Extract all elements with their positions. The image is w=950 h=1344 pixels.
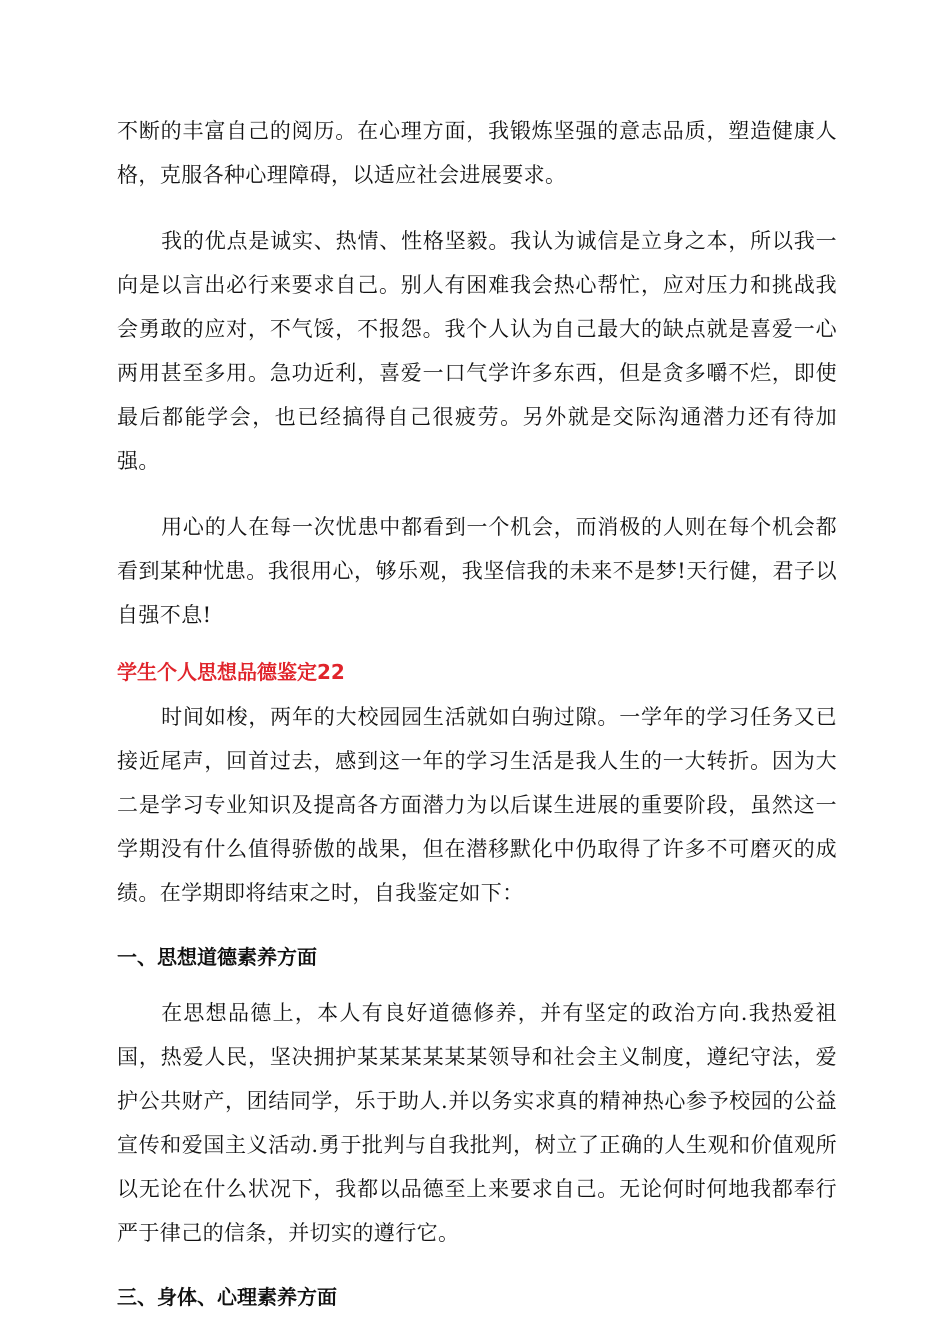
- paragraph-strengths-weaknesses: 我的优点是诚实、热情、性格坚毅。我认为诚信是立身之本，所以我一向是以言出必行来要求自己。别人有困难我会热心帮忙，应对压力和挑战我会勇敢的应对，不气馁，不报怨。我个人认为自己最大的缺点就是喜爱一心两用甚至多用。急功近利，喜爱一口气学许多东西，但是贪多嚼不烂，即使最后都能学会，也已经搞得自己很疲劳。另外就是交际沟通潜力还有待加强。: [117, 229, 837, 473]
- document-body: [117, 109, 837, 1317]
- section-title: 学生个人思想品德鉴定22: [117, 660, 345, 684]
- paragraph-optimism: 用心的人在每一次忧患中都看到一个机会，而消极的人则在每个机会都看到某种忧患。我很用心，够乐观，我坚信我的未来不是梦!天行健，君子以自强不息!: [117, 515, 837, 627]
- paragraph-intro: 时间如梭，两年的大校园园生活就如白驹过隙。一学年的学习任务又已接近尾声，回首过去，感到这一年的学习生活是我人生的一大转折。因为大二是学习专业知识及提高各方面潜力为以后谋生进展的重要阶段，虽然这一学期没有什么值得骄傲的战果，但在潜移默化中仍取得了许多不可磨灭的成绩。在学期即将结束之时，自我鉴定如下：: [117, 705, 837, 905]
- paragraph-moral-quality: 在思想品德上，本人有良好道德修养，并有坚定的政治方向.我热爱祖国，热爱人民，坚决拥护某某某某某某领导和社会主义制度，遵纪守法，爱护公共财产，团结同学，乐于助人.并以务实求真的精神热心参予校园的公益宣传和爱国主义活动.勇于批判与自我批判，树立了正确的人生观和价值观所以无论在什么状况下，我都以品德至上来要求自己。无论何时何地我都奉行严于律己的信条，并切实的遵行它。: [117, 1001, 837, 1245]
- heading-physical-mental: 三、身体、心理素养方面: [117, 1285, 337, 1309]
- heading-moral-quality: 一、思想道德素养方面: [117, 945, 317, 969]
- paragraph-continued: 不断的丰富自己的阅历。在心理方面，我锻炼坚强的意志品质，塑造健康人格，克服各种心理障碍，以适应社会进展要求。: [117, 119, 837, 187]
